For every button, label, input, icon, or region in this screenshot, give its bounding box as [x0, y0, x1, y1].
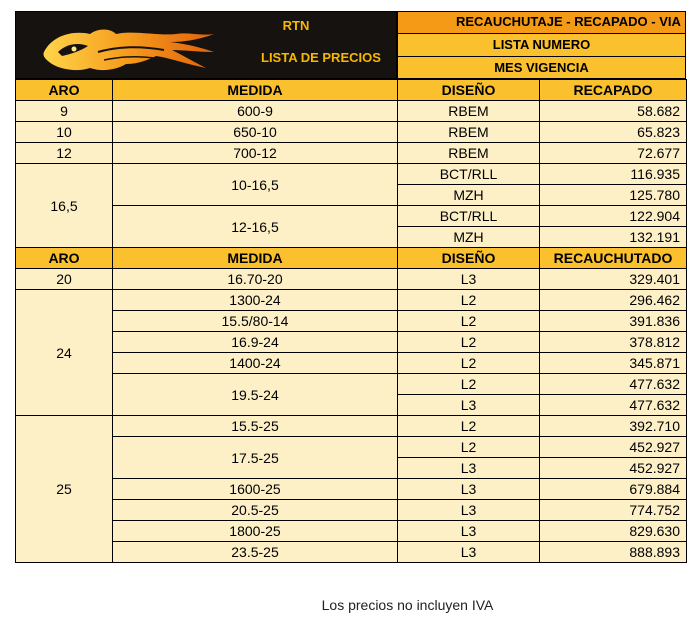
validity-label: MES VIGENCIA [397, 56, 686, 79]
diseno-cell: L2 [398, 290, 540, 311]
diseno-cell: RBEM [398, 122, 540, 143]
price-cell: 392.710 [540, 416, 687, 437]
diseno-cell: RBEM [398, 101, 540, 122]
price-cell: 122.904 [540, 206, 687, 227]
table-row [16, 122, 687, 143]
price-cell: 378.812 [540, 332, 687, 353]
list-number-label: LISTA NUMERO [397, 33, 686, 56]
header-price: RECAPADO [540, 80, 687, 101]
diseno-cell: L3 [398, 395, 540, 416]
price-cell: 774.752 [540, 500, 687, 521]
table-row [16, 521, 687, 542]
price-cell: 132.191 [540, 227, 687, 248]
table-row [16, 311, 687, 332]
list-subtitle: LISTA DE PRECIOS [261, 50, 381, 65]
table-row [16, 374, 687, 395]
medida-cell: 15.5/80-14 [113, 311, 398, 332]
table-row [16, 542, 687, 563]
service-title: RECAUCHUTAJE - RECAPADO - VIA [397, 11, 686, 33]
price-cell: 72.677 [540, 143, 687, 164]
table-row [16, 164, 687, 185]
aro-cell: 10 [16, 122, 113, 143]
diseno-cell: L2 [398, 374, 540, 395]
diseno-cell: L3 [398, 500, 540, 521]
info-panel [397, 11, 686, 79]
price-cell: 477.632 [540, 395, 687, 416]
aro-cell: 25 [16, 416, 113, 563]
aro-cell: 20 [16, 269, 113, 290]
medida-cell: 15.5-25 [113, 416, 398, 437]
medida-cell: 19.5-24 [113, 374, 398, 416]
price-table-body [16, 80, 687, 563]
flaming-panther-logo-icon [38, 22, 218, 78]
aro-cell: 9 [16, 101, 113, 122]
price-list-header [15, 11, 686, 79]
aro-cell: 24 [16, 290, 113, 416]
diseno-cell: L3 [398, 479, 540, 500]
table-row [16, 143, 687, 164]
medida-cell: 1800-25 [113, 521, 398, 542]
price-cell: 452.927 [540, 458, 687, 479]
header-diseno: DISEÑO [398, 80, 540, 101]
price-cell: 345.871 [540, 353, 687, 374]
table-row [16, 479, 687, 500]
column-header-row [16, 80, 687, 101]
medida-cell: 16.9-24 [113, 332, 398, 353]
diseno-cell: L2 [398, 437, 540, 458]
price-list-sheet [15, 11, 686, 563]
diseno-cell: L2 [398, 416, 540, 437]
aro-cell: 16,5 [16, 164, 113, 248]
brand-panel [15, 11, 397, 79]
footer-note: Los precios no incluyen IVA [321, 597, 494, 613]
header-diseno: DISEÑO [398, 248, 540, 269]
aro-cell: 12 [16, 143, 113, 164]
diseno-cell: BCT/RLL [398, 164, 540, 185]
diseno-cell: L2 [398, 332, 540, 353]
medida-cell: 20.5-25 [113, 500, 398, 521]
medida-cell: 16.70-20 [113, 269, 398, 290]
medida-cell: 700-12 [113, 143, 398, 164]
price-cell: 116.935 [540, 164, 687, 185]
diseno-cell: L2 [398, 311, 540, 332]
price-cell: 329.401 [540, 269, 687, 290]
price-cell: 888.893 [540, 542, 687, 563]
price-cell: 125.780 [540, 185, 687, 206]
price-cell: 65.823 [540, 122, 687, 143]
header-medida: MEDIDA [113, 248, 398, 269]
table-row [16, 269, 687, 290]
medida-cell: 650-10 [113, 122, 398, 143]
table-row [16, 290, 687, 311]
diseno-cell: MZH [398, 227, 540, 248]
price-cell: 452.927 [540, 437, 687, 458]
medida-cell: 12-16,5 [113, 206, 398, 248]
table-row [16, 437, 687, 458]
medida-cell: 10-16,5 [113, 164, 398, 206]
price-cell: 829.630 [540, 521, 687, 542]
header-aro: ARO [16, 80, 113, 101]
price-cell: 679.884 [540, 479, 687, 500]
medida-cell: 1600-25 [113, 479, 398, 500]
medida-cell: 600-9 [113, 101, 398, 122]
table-row [16, 332, 687, 353]
medida-cell: 1300-24 [113, 290, 398, 311]
header-aro: ARO [16, 248, 113, 269]
price-cell: 58.682 [540, 101, 687, 122]
table-row [16, 500, 687, 521]
medida-cell: 23.5-25 [113, 542, 398, 563]
header-medida: MEDIDA [113, 80, 398, 101]
price-cell: 477.632 [540, 374, 687, 395]
price-cell: 391.836 [540, 311, 687, 332]
medida-cell: 1400-24 [113, 353, 398, 374]
table-row [16, 416, 687, 437]
diseno-cell: L3 [398, 521, 540, 542]
diseno-cell: L3 [398, 269, 540, 290]
table-row [16, 101, 687, 122]
diseno-cell: L3 [398, 542, 540, 563]
diseno-cell: L2 [398, 353, 540, 374]
column-header-row [16, 248, 687, 269]
price-cell: 296.462 [540, 290, 687, 311]
medida-cell: 17.5-25 [113, 437, 398, 479]
price-table [15, 79, 687, 563]
table-row [16, 353, 687, 374]
table-row [16, 206, 687, 227]
diseno-cell: BCT/RLL [398, 206, 540, 227]
header-price: RECAUCHUTADO [540, 248, 687, 269]
brand-title: RTN [282, 18, 310, 33]
diseno-cell: MZH [398, 185, 540, 206]
diseno-cell: L3 [398, 458, 540, 479]
diseno-cell: RBEM [398, 143, 540, 164]
